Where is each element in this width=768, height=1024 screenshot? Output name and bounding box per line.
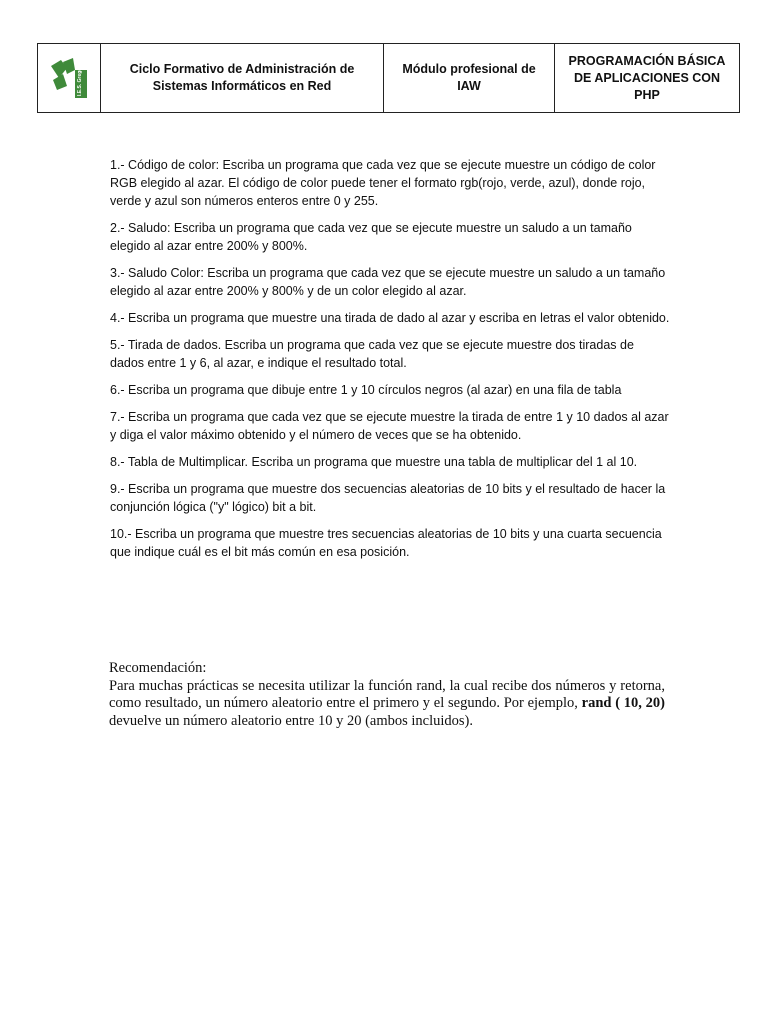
recommendation-section [109, 660, 665, 730]
logo-text: I.E.S. Gregorio [77, 61, 83, 96]
exercise-item: 2.- Saludo: Escriba un programa que cada vez que se ejecute muestre un saludo a un tamaño elegido al azar entre 200% y 800%. [110, 221, 632, 253]
exercise-item: 3.- Saludo Color: Escriba un programa que cada vez que se ejecute muestre un saludo a un tamaño elegido al azar entre 200% y 800% y de un color elegido al azar. [110, 266, 666, 298]
exercise-item: 9.- Escriba un programa que muestre dos secuencias aleatorias de 10 bits y el resultado de hacer la conjunción lógica ("y" lógico) bit a bit. [110, 482, 666, 514]
logo-cell [38, 44, 101, 113]
exercise-item: 6.- Escriba un programa que dibuje entre 1 y 10 círculos negros (al azar) en una fila de tabla [110, 383, 622, 397]
rand-code: rand ( 10, 20) [581, 695, 665, 711]
subject-title: PROGRAMACIÓN BÁSICA DE APLICACIONES CON PHP [555, 44, 740, 113]
exercise-item: 4.- Escriba un programa que muestre una tirada de dado al azar y escriba en letras el valor obtenido. [110, 311, 670, 325]
exercise-list [110, 156, 670, 570]
document-header [37, 43, 740, 113]
exercise-item: 10.- Escriba un programa que muestre tres secuencias aleatorias de 10 bits y una cuarta secuencia que indique cuál es el bit más común en esa posición. [110, 527, 662, 559]
cycle-title: Ciclo Formativo de Administración de Sistemas Informáticos en Red [101, 44, 384, 113]
exercise-item: 8.- Tabla de Multimplicar. Escriba un programa que muestre una tabla de multiplicar del 1 al 10. [110, 455, 638, 469]
module-title: Módulo profesional de IAW [384, 44, 555, 113]
exercise-item: 5.- Tirada de dados. Escriba un programa que cada vez que se ejecute muestre dos tiradas de dados entre 1 y 6, al azar, e indique el resultado total. [110, 338, 634, 370]
exercise-item: 1.- Código de color: Escriba un programa que cada vez que se ejecute muestre un código de color RGB elegido al azar. El código de color puede tener el formato rgb(rojo, verde, azul), donde rojo, verde y azul son números enteros entre 0 y 255. [110, 158, 656, 208]
exercise-item: 7.- Escriba un programa que cada vez que se ejecute muestre la tirada de entre 1 y 10 dados al azar y diga el valor máximo obtenido y el número de veces que se ha obtenido. [110, 410, 669, 442]
recommendation-text-before: Para muchas prácticas se necesita utilizar la función rand, la cual recibe dos números y retorna, como resultado, un número aleatorio entre el primero y el segundo. Por ejemplo, [109, 677, 665, 711]
recommendation-text [109, 678, 665, 731]
school-logo-icon [47, 56, 91, 100]
recommendation-heading: Recomendación: [109, 660, 207, 676]
recommendation-text-after: devuelve un número aleatorio entre 10 y 20 (ambos incluidos). [109, 712, 474, 729]
